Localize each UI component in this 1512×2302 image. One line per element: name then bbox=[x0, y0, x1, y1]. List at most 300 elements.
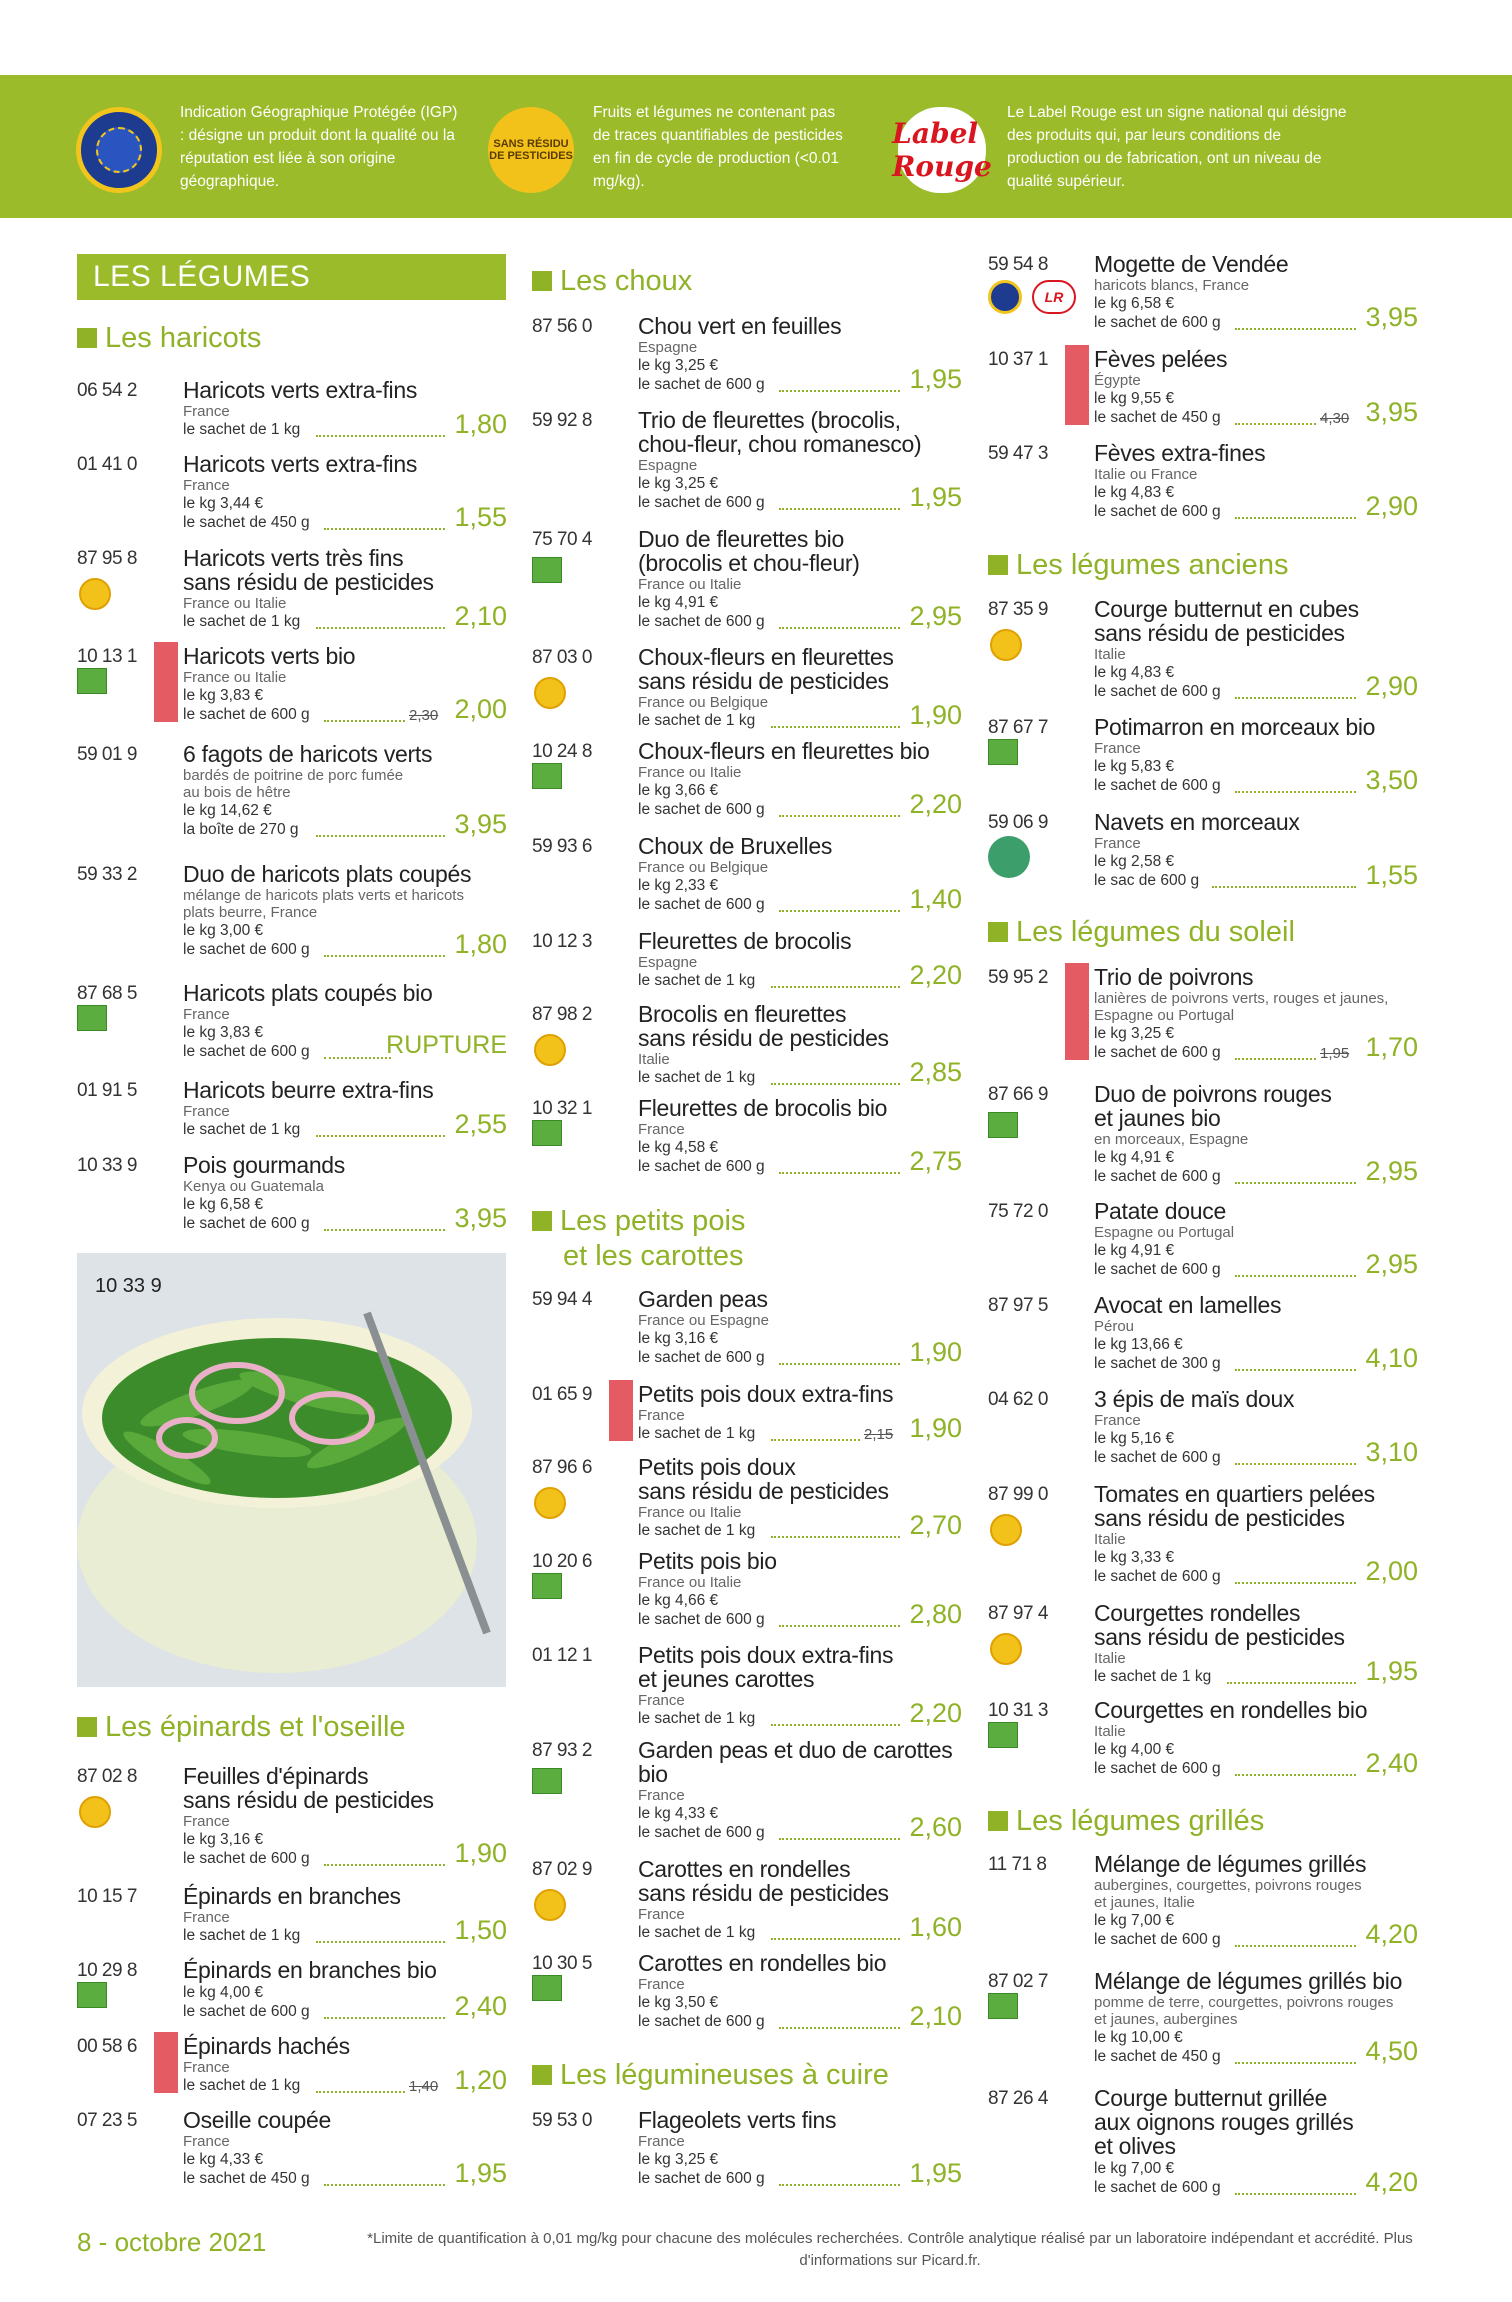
product-origin: France bbox=[638, 1906, 685, 1923]
product-origin: en morceaux, Espagne bbox=[1094, 1131, 1249, 1148]
price: 1,95 bbox=[909, 364, 962, 394]
package-size: le sachet de 1 kg bbox=[1094, 1668, 1212, 1685]
price: 3,95 bbox=[1365, 397, 1418, 427]
price-per-kg: le kg 3,25 € bbox=[638, 357, 719, 374]
product-name: Carottes en rondelles bbox=[638, 1856, 851, 1882]
leader-dots bbox=[771, 726, 900, 728]
price: 4,20 bbox=[1365, 2167, 1418, 2197]
product-name: Garden peas bbox=[638, 1286, 768, 1312]
price-per-kg: le kg 4,91 € bbox=[1094, 1149, 1175, 1166]
lr-text: Le Label Rouge est un signe national qui désigne des produits qui, par leurs conditions de production ou de fabrication, ont un niveau de qualité supérieur. bbox=[1007, 104, 1347, 190]
product-name-line2: chou-fleur, chou romanesco) bbox=[638, 431, 922, 457]
product-code: 59 33 2 bbox=[77, 864, 137, 885]
product-origin: France bbox=[183, 1006, 230, 1023]
product-name: Duo de poivrons rouges bbox=[1094, 1081, 1332, 1107]
product-name: Mélange de légumes grillés bbox=[1094, 1851, 1367, 1877]
product-code: 87 56 0 bbox=[532, 316, 592, 337]
price-per-kg: le kg 3,25 € bbox=[638, 475, 719, 492]
product-origin-line2: au bois de hêtre bbox=[183, 784, 291, 801]
product-name: Brocolis en fleurettes bbox=[638, 1001, 847, 1027]
sans-residu-icon bbox=[534, 1034, 566, 1066]
package-size: le sachet de 600 g bbox=[638, 376, 765, 393]
price-per-kg: le kg 3,66 € bbox=[638, 782, 719, 799]
product-name: Potimarron en morceaux bio bbox=[1094, 714, 1376, 740]
product-code: 59 01 9 bbox=[77, 744, 137, 765]
sans-residu-icon bbox=[534, 1889, 566, 1921]
product-origin: mélange de haricots plats verts et haricots bbox=[183, 887, 464, 904]
product-name: Avocat en lamelles bbox=[1094, 1292, 1282, 1318]
product-origin-line2: Espagne ou Portugal bbox=[1094, 1007, 1235, 1024]
package-size: le sachet de 600 g bbox=[638, 1349, 765, 1366]
price: 2,10 bbox=[909, 2001, 962, 2031]
price: 2,95 bbox=[1365, 1249, 1418, 1279]
package-size: le sachet de 600 g bbox=[638, 613, 765, 630]
product-code: 59 94 4 bbox=[532, 1289, 592, 1310]
product-origin: Espagne ou Portugal bbox=[1094, 1224, 1235, 1241]
package-size: le sachet de 600 g bbox=[1094, 1261, 1221, 1278]
product-origin: lanières de poivrons verts, rouges et jaunes, bbox=[1094, 990, 1389, 1007]
product-name: Flageolets verts fins bbox=[638, 2107, 837, 2133]
leader-dots bbox=[779, 1172, 900, 1174]
package-size: le sachet de 450 g bbox=[1094, 2048, 1221, 2065]
leader-dots bbox=[1235, 1275, 1356, 1277]
package-size: le sachet de 600 g bbox=[638, 1611, 765, 1628]
product-name-line2: sans résidu de pesticides bbox=[183, 569, 434, 595]
section-choux: Les choux bbox=[532, 264, 692, 298]
product-origin: France ou Italie bbox=[183, 669, 287, 686]
price-per-kg: le kg 13,66 € bbox=[1094, 1336, 1183, 1353]
package-size: le sachet de 600 g bbox=[638, 801, 765, 818]
product-name-line2: et jeunes carottes bbox=[638, 1666, 815, 1692]
price-per-kg: le kg 4,83 € bbox=[1094, 664, 1175, 681]
organic-bio-icon bbox=[988, 1993, 1018, 2019]
price: 2,20 bbox=[909, 960, 962, 990]
leader-dots bbox=[779, 627, 900, 629]
organic-bio-icon bbox=[532, 763, 562, 789]
price: 2,00 bbox=[1365, 1556, 1418, 1586]
price: 2,90 bbox=[1365, 671, 1418, 701]
package-size: le sachet de 600 g bbox=[183, 706, 310, 723]
price: 3,95 bbox=[1365, 302, 1418, 332]
package-size: le sachet de 600 g bbox=[183, 1043, 310, 1060]
old-price: 1,95 bbox=[1320, 1045, 1350, 1062]
price: 3,95 bbox=[454, 1203, 507, 1233]
product-code: 10 31 3 bbox=[988, 1700, 1048, 1721]
leader-dots bbox=[771, 1536, 900, 1538]
leader-dots bbox=[316, 2091, 405, 2093]
label-rouge-icon: LR bbox=[1032, 280, 1076, 314]
leader-dots bbox=[1235, 1058, 1316, 1060]
product-name: Courge butternut en cubes bbox=[1094, 596, 1359, 622]
leader-dots bbox=[1235, 2062, 1356, 2064]
product-origin: pomme de terre, courgettes, poivrons rouges bbox=[1094, 1994, 1394, 2011]
price-per-kg: le kg 4,58 € bbox=[638, 1139, 719, 1156]
package-size: le sachet de 450 g bbox=[183, 2170, 310, 2187]
price: 1,90 bbox=[909, 1337, 962, 1367]
product-name-line2: et jaunes bio bbox=[1094, 1105, 1221, 1131]
price-per-kg: le kg 3,50 € bbox=[638, 1994, 719, 2011]
package-size: le sachet de 600 g bbox=[1094, 503, 1221, 520]
leader-dots bbox=[779, 1363, 900, 1365]
leader-dots bbox=[779, 815, 900, 817]
product-code: 87 66 9 bbox=[988, 1084, 1048, 1105]
leader-dots bbox=[1235, 328, 1356, 330]
section-petits-pois: Les petits pois bbox=[532, 1204, 745, 1238]
product-code: 01 91 5 bbox=[77, 1080, 137, 1101]
package-size: le sachet de 1 kg bbox=[183, 1927, 301, 1944]
product-photo bbox=[77, 1253, 506, 1687]
leader-dots bbox=[779, 910, 900, 912]
package-size: le sachet de 600 g bbox=[1094, 777, 1221, 794]
product-name: Haricots verts très fins bbox=[183, 545, 404, 571]
product-code: 10 30 5 bbox=[532, 1953, 592, 1974]
price-per-kg: le kg 2,58 € bbox=[1094, 853, 1175, 870]
organic-bio-icon bbox=[532, 1975, 562, 2001]
product-origin: France bbox=[638, 1692, 685, 1709]
price-per-kg: le kg 14,62 € bbox=[183, 802, 272, 819]
price-per-kg: le kg 3,83 € bbox=[183, 687, 264, 704]
price-per-kg: le kg 4,83 € bbox=[1094, 484, 1175, 501]
package-size: le sachet de 300 g bbox=[1094, 1355, 1221, 1372]
leader-dots bbox=[1227, 1682, 1356, 1684]
price-per-kg: le kg 4,33 € bbox=[183, 2151, 264, 2168]
leader-dots bbox=[324, 1057, 391, 1059]
product-code: 87 93 2 bbox=[532, 1740, 592, 1761]
product-name: Haricots beurre extra-fins bbox=[183, 1077, 434, 1103]
price: 1,95 bbox=[909, 2158, 962, 2188]
price: 3,95 bbox=[454, 809, 507, 839]
product-name-line2: sans résidu de pesticides bbox=[638, 1025, 889, 1051]
product-code: 10 33 9 bbox=[77, 1155, 137, 1176]
product-name: Épinards en branches bio bbox=[183, 1957, 437, 1983]
package-size: le sachet de 600 g bbox=[638, 494, 765, 511]
product-name-line2: sans résidu de pesticides bbox=[638, 1880, 889, 1906]
organic-bio-icon bbox=[77, 1982, 107, 2008]
product-name-line2: sans résidu de pesticides bbox=[183, 1787, 434, 1813]
price: 2,70 bbox=[909, 1510, 962, 1540]
product-origin: bardés de poitrine de porc fumée bbox=[183, 767, 404, 784]
product-name: Trio de fleurettes (brocolis, bbox=[638, 407, 901, 433]
product-code: 87 98 2 bbox=[532, 1004, 592, 1025]
price: 1,95 bbox=[909, 482, 962, 512]
price-per-kg: le kg 3,33 € bbox=[1094, 1549, 1175, 1566]
leader-dots bbox=[316, 1135, 445, 1137]
package-size: le sachet de 600 g bbox=[1094, 1168, 1221, 1185]
product-code: 87 99 0 bbox=[988, 1484, 1048, 1505]
price: 2,20 bbox=[909, 1698, 962, 1728]
price: 1,55 bbox=[454, 502, 507, 532]
product-name: Tomates en quartiers pelées bbox=[1094, 1481, 1375, 1507]
leader-dots bbox=[324, 1229, 445, 1231]
price: 1,80 bbox=[454, 929, 507, 959]
price: 1,50 bbox=[454, 1915, 507, 1945]
product-code: 75 72 0 bbox=[988, 1201, 1048, 1222]
igp-info bbox=[76, 97, 456, 197]
product-code: 59 06 9 bbox=[988, 812, 1048, 833]
package-size: le sachet de 600 g bbox=[1094, 1044, 1221, 1061]
package-size: le sachet de 1 kg bbox=[638, 1069, 756, 1086]
product-code: 87 67 7 bbox=[988, 717, 1048, 738]
package-size: le sachet de 1 kg bbox=[183, 421, 301, 438]
price-per-kg: le kg 3,00 € bbox=[183, 922, 264, 939]
product-origin: France bbox=[183, 403, 230, 420]
product-origin: France bbox=[1094, 835, 1141, 852]
product-name: Courge butternut grillée bbox=[1094, 2085, 1328, 2111]
price-per-kg: le kg 4,33 € bbox=[638, 1805, 719, 1822]
product-name: Choux de Bruxelles bbox=[638, 833, 833, 859]
leader-dots bbox=[1235, 1182, 1356, 1184]
price: 1,90 bbox=[454, 1838, 507, 1868]
product-name: Épinards en branches bbox=[183, 1883, 401, 1909]
old-price: 4,30 bbox=[1320, 410, 1350, 427]
product-code: 75 70 4 bbox=[532, 529, 592, 550]
price: 2,20 bbox=[909, 789, 962, 819]
product-code: 10 32 1 bbox=[532, 1098, 592, 1119]
price: 2,85 bbox=[909, 1057, 962, 1087]
product-origin: aubergines, courgettes, poivrons rouges bbox=[1094, 1877, 1362, 1894]
product-code: 10 37 1 bbox=[988, 349, 1048, 370]
package-size: le sachet de 600 g bbox=[1094, 1449, 1221, 1466]
leader-dots bbox=[324, 2017, 445, 2019]
price: 1,95 bbox=[454, 2158, 507, 2188]
section-epinards: Les épinards et l'oseille bbox=[77, 1710, 406, 1744]
sans-residu-icon bbox=[79, 578, 111, 610]
organic-bio-icon bbox=[532, 1768, 562, 1794]
product-origin-line2: et jaunes, aubergines bbox=[1094, 2011, 1238, 2028]
product-origin: France bbox=[183, 2059, 230, 2076]
leader-dots bbox=[771, 1724, 900, 1726]
product-origin: France ou Italie bbox=[183, 595, 287, 612]
price: 2,40 bbox=[454, 1991, 507, 2021]
price: 1,90 bbox=[909, 1413, 962, 1443]
price: 2,95 bbox=[909, 601, 962, 631]
leader-dots bbox=[1235, 1463, 1356, 1465]
product-code: 06 54 2 bbox=[77, 380, 137, 401]
leader-dots bbox=[771, 1938, 900, 1940]
promo-marker bbox=[154, 642, 178, 722]
price-per-kg: le kg 7,00 € bbox=[1094, 1912, 1175, 1929]
product-name: Mogette de Vendée bbox=[1094, 251, 1289, 277]
leader-dots bbox=[771, 1439, 860, 1441]
product-name: Petits pois bio bbox=[638, 1548, 777, 1574]
price: 2,40 bbox=[1365, 1748, 1418, 1778]
product-name: Choux-fleurs en fleurettes bbox=[638, 644, 894, 670]
price-per-kg: le kg 6,58 € bbox=[1094, 295, 1175, 312]
product-code: 10 20 6 bbox=[532, 1551, 592, 1572]
product-origin: France bbox=[183, 1103, 230, 1120]
leader-dots bbox=[779, 1625, 900, 1627]
section-grilles: Les légumes grillés bbox=[988, 1804, 1264, 1838]
product-code: 87 97 5 bbox=[988, 1295, 1048, 1316]
product-code: 07 23 5 bbox=[77, 2110, 137, 2131]
footnote: *Limite de quantification à 0,01 mg/kg pour chacune des molécules recherchées. Contrôle analytique réalisé par un laboratoire indépendant et accrédité. Plus d'informations sur Picard.fr. bbox=[367, 2230, 1413, 2269]
product-code: 01 41 0 bbox=[77, 454, 137, 475]
leader-dots bbox=[324, 720, 405, 722]
product-name-line2: (brocolis et chou-fleur) bbox=[638, 550, 860, 576]
price: 4,10 bbox=[1365, 1343, 1418, 1373]
package-size: le sachet de 600 g bbox=[1094, 1931, 1221, 1948]
product-code: 87 68 5 bbox=[77, 983, 137, 1004]
price: 4,50 bbox=[1365, 2036, 1418, 2066]
price: 2,95 bbox=[1365, 1156, 1418, 1186]
price: 3,10 bbox=[1365, 1437, 1418, 1467]
leader-dots bbox=[779, 508, 900, 510]
product-name-line2: sans résidu de pesticides bbox=[1094, 1624, 1345, 1650]
leader-dots bbox=[779, 390, 900, 392]
product-origin: France bbox=[183, 477, 230, 494]
package-size: le sachet de 1 kg bbox=[638, 712, 756, 729]
product-name-line2: sans résidu de pesticides bbox=[638, 1478, 889, 1504]
leader-dots bbox=[1235, 1774, 1356, 1776]
package-size: le sachet de 1 kg bbox=[183, 2077, 301, 2094]
leader-dots bbox=[324, 528, 445, 530]
leader-dots bbox=[324, 955, 445, 957]
product-name: Haricots verts bio bbox=[183, 643, 356, 669]
price-per-kg: le kg 3,16 € bbox=[183, 1831, 264, 1848]
product-code: 87 02 8 bbox=[77, 1766, 137, 1787]
price-per-kg: le kg 4,00 € bbox=[183, 1984, 264, 2001]
product-code: 87 26 4 bbox=[988, 2088, 1048, 2109]
product-origin: Espagne bbox=[638, 457, 698, 474]
organic-bio-icon bbox=[77, 668, 107, 694]
package-size: le sachet de 1 kg bbox=[638, 972, 756, 989]
price: 2,75 bbox=[909, 1146, 962, 1176]
price-per-kg: le kg 4,91 € bbox=[638, 594, 719, 611]
product-code: 59 54 8 bbox=[988, 254, 1048, 275]
product-code: 87 02 9 bbox=[532, 1859, 592, 1880]
product-code: 87 95 8 bbox=[77, 548, 137, 569]
leader-dots bbox=[1235, 1945, 1356, 1947]
product-name: Carottes en rondelles bio bbox=[638, 1950, 887, 1976]
product-code: 87 97 4 bbox=[988, 1603, 1048, 1624]
package-size: le sachet de 1 kg bbox=[638, 1710, 756, 1727]
promo-marker bbox=[1065, 963, 1089, 1060]
product-name: Haricots verts extra-fins bbox=[183, 451, 418, 477]
product-name: Épinards hachés bbox=[183, 2033, 350, 2059]
price: 1,95 bbox=[1365, 1656, 1418, 1686]
product-name: Petits pois doux extra-fins bbox=[638, 1642, 894, 1668]
product-name-line2: sans résidu de pesticides bbox=[638, 668, 889, 694]
sans-residu-icon bbox=[990, 629, 1022, 661]
product-origin-line2: et jaunes, Italie bbox=[1094, 1894, 1195, 1911]
package-size: le sachet de 600 g bbox=[1094, 683, 1221, 700]
product-name: Feuilles d'épinards bbox=[183, 1763, 369, 1789]
leader-dots bbox=[324, 1864, 445, 1866]
package-size: le sachet de 600 g bbox=[183, 2003, 310, 2020]
package-size: le sachet de 600 g bbox=[638, 1158, 765, 1175]
package-size: le sachet de 600 g bbox=[1094, 1568, 1221, 1585]
srp-text: Fruits et légumes ne contenant pas de traces quantifiables de pesticides en fin de cycle de production (<0.01 mg/kg). bbox=[593, 104, 843, 190]
product-name: 3 épis de maïs doux bbox=[1094, 1386, 1295, 1412]
price: 1,60 bbox=[909, 1912, 962, 1942]
product-code: 59 95 2 bbox=[988, 967, 1048, 988]
product-name: Mélange de légumes grillés bio bbox=[1094, 1968, 1403, 1994]
label-rouge-logo-icon: Label Rouge bbox=[898, 107, 986, 193]
leader-dots bbox=[779, 2184, 900, 2186]
sans-residu-icon bbox=[534, 677, 566, 709]
product-origin: Italie bbox=[1094, 1723, 1126, 1740]
out-of-stock-label: RUPTURE bbox=[386, 1031, 507, 1059]
package-size: le sachet de 450 g bbox=[1094, 409, 1221, 426]
price: 1,70 bbox=[1365, 1032, 1418, 1062]
product-code: 04 62 0 bbox=[988, 1389, 1048, 1410]
leader-dots bbox=[771, 986, 900, 988]
product-origin-line2: plats beurre, France bbox=[183, 904, 318, 921]
price-per-kg: le kg 2,33 € bbox=[638, 877, 719, 894]
organic-bio-icon bbox=[988, 1112, 1018, 1138]
organic-bio-icon bbox=[988, 1722, 1018, 1748]
labels-banner bbox=[0, 75, 1512, 218]
product-origin: France bbox=[638, 1787, 685, 1804]
product-code: 00 58 6 bbox=[77, 2036, 137, 2057]
product-origin: Espagne bbox=[638, 339, 698, 356]
package-size: le sachet de 600 g bbox=[183, 1850, 310, 1867]
product-origin: France bbox=[638, 1121, 685, 1138]
section-soleil: Les légumes du soleil bbox=[988, 915, 1295, 949]
product-name: Garden peas et duo de carottes bbox=[638, 1737, 953, 1763]
product-origin: France bbox=[638, 2133, 685, 2150]
product-name: Petits pois doux extra-fins bbox=[638, 1381, 894, 1407]
product-code: 10 24 8 bbox=[532, 741, 592, 762]
organic-bio-icon bbox=[77, 1005, 107, 1031]
price: 2,55 bbox=[454, 1109, 507, 1139]
price-per-kg: le kg 3,83 € bbox=[183, 1024, 264, 1041]
product-origin: Italie bbox=[1094, 1650, 1126, 1667]
product-name: Haricots plats coupés bio bbox=[183, 980, 433, 1006]
price-per-kg: le kg 3,25 € bbox=[1094, 1025, 1175, 1042]
price-per-kg: le kg 4,91 € bbox=[1094, 1242, 1175, 1259]
price: 1,80 bbox=[454, 409, 507, 439]
product-code: 10 15 7 bbox=[77, 1886, 137, 1907]
package-size: le sachet de 600 g bbox=[183, 1215, 310, 1232]
price-per-kg: le kg 6,58 € bbox=[183, 1196, 264, 1213]
product-origin: Pérou bbox=[1094, 1318, 1135, 1335]
price: 2,90 bbox=[1365, 491, 1418, 521]
product-origin: France ou Italie bbox=[638, 1504, 742, 1521]
leader-dots bbox=[1235, 423, 1316, 425]
old-price: 2,15 bbox=[864, 1426, 894, 1443]
price: 1,40 bbox=[909, 884, 962, 914]
section-haricots: Les haricots bbox=[77, 321, 261, 355]
price: 2,00 bbox=[454, 694, 507, 724]
product-name: Pois gourmands bbox=[183, 1152, 345, 1178]
leader-dots bbox=[779, 1838, 900, 1840]
price: 1,20 bbox=[454, 2065, 507, 2095]
product-name: Duo de haricots plats coupés bbox=[183, 861, 472, 887]
product-name-line2: sans résidu de pesticides bbox=[1094, 1505, 1345, 1531]
package-size: le sachet de 1 kg bbox=[638, 1924, 756, 1941]
product-origin: France bbox=[183, 1813, 230, 1830]
organic-bio-icon bbox=[532, 557, 562, 583]
package-size: le sachet de 600 g bbox=[183, 941, 310, 958]
package-size: le sachet de 1 kg bbox=[183, 1121, 301, 1138]
package-size: le sachet de 1 kg bbox=[183, 613, 301, 630]
package-size: le sachet de 1 kg bbox=[638, 1425, 756, 1442]
package-size: le sachet de 600 g bbox=[1094, 314, 1221, 331]
section-petits-pois-line2: et les carottes bbox=[563, 1240, 744, 1272]
organic-bio-icon bbox=[532, 1573, 562, 1599]
product-code: 10 12 3 bbox=[532, 931, 592, 952]
product-name: Petits pois doux bbox=[638, 1454, 796, 1480]
product-code: 10 29 8 bbox=[77, 1960, 137, 1981]
product-name: Courgettes rondelles bbox=[1094, 1600, 1301, 1626]
leader-dots bbox=[1235, 791, 1356, 793]
label-rouge-info bbox=[892, 97, 1347, 197]
sans-residu-icon bbox=[534, 1487, 566, 1519]
page-number: 8 - octobre 2021 bbox=[77, 2227, 267, 2257]
leader-dots bbox=[1235, 1369, 1356, 1371]
product-code: 10 13 1 bbox=[77, 646, 137, 667]
